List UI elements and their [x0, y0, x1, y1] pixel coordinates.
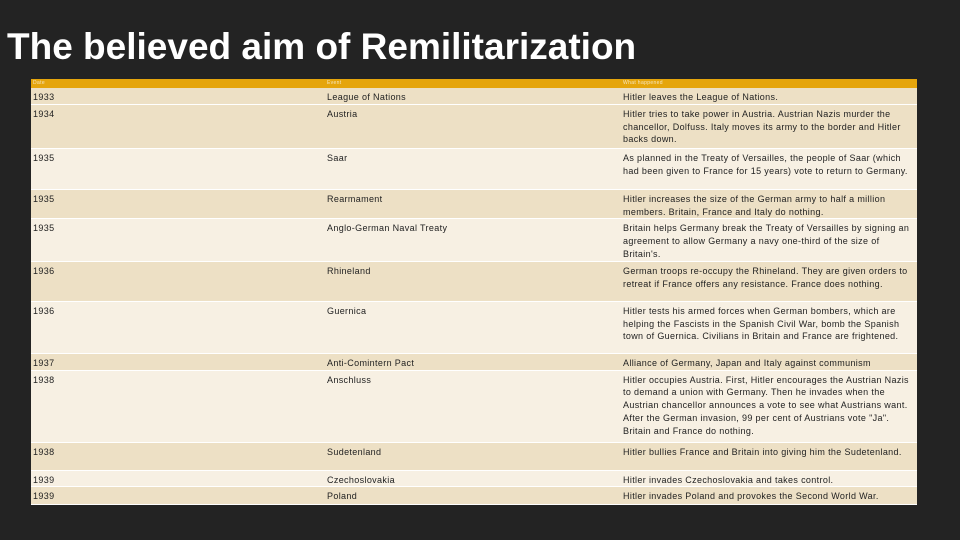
event-cell: Anschluss: [325, 370, 621, 442]
event-cell: Anti-Comintern Pact: [325, 353, 621, 370]
date-cell: 1937: [31, 353, 325, 370]
date-cell: 1935: [31, 148, 325, 189]
date-cell: 1936: [31, 301, 325, 353]
what-happened-cell: Hitler occupies Austria. First, Hitler encourages the Austrian Nazis to demand a union with Germany. Then he invades when the Austrian chancellor announces a vote to see what Austrians want. After the German invasion, 99 per cent of Austrians vote "Ja". Britain and France do nothing.: [621, 370, 917, 442]
table-row: [31, 88, 917, 104]
event-cell: Anglo-German Naval Treaty: [325, 219, 621, 261]
what-happened-cell: As planned in the Treaty of Versailles, the people of Saar (which had been given to France for 15 years) vote to return to Germany.: [621, 148, 917, 189]
table-row: [31, 487, 917, 505]
date-cell: 1939: [31, 487, 325, 505]
event-cell: Rhineland: [325, 261, 621, 301]
table-row: [31, 104, 917, 148]
slide-title: The believed aim of Remilitarization: [7, 26, 637, 67]
table-row: [31, 148, 917, 189]
date-cell: 1938: [31, 370, 325, 442]
table-row: [31, 442, 917, 470]
event-cell: Sudetenland: [325, 442, 621, 470]
what-happened-cell: Alliance of Germany, Japan and Italy against communism: [621, 353, 917, 370]
header-date: Date: [31, 79, 325, 88]
date-cell: 1934: [31, 104, 325, 148]
what-happened-cell: Hitler leaves the League of Nations.: [621, 88, 917, 104]
what-happened-cell: Hitler invades Czechoslovakia and takes control.: [621, 470, 917, 487]
table-row: [31, 370, 917, 442]
header-what-happened: What happened: [621, 79, 917, 88]
date-cell: 1935: [31, 189, 325, 219]
event-cell: Guernica: [325, 301, 621, 353]
table-row: [31, 470, 917, 487]
what-happened-cell: Hitler invades Poland and provokes the Second World War.: [621, 487, 917, 505]
header-event: Event: [325, 79, 621, 88]
date-cell: 1933: [31, 88, 325, 104]
event-cell: Saar: [325, 148, 621, 189]
what-happened-cell: Britain helps Germany break the Treaty of Versailles by signing an agreement to allow Germany a navy one-third of the size of Britain's.: [621, 219, 917, 261]
what-happened-cell: Hitler tries to take power in Austria. Austrian Nazis murder the chancellor, Dolfuss. Italy moves its army to the border and Hitler backs down.: [621, 104, 917, 148]
table-row: [31, 189, 917, 219]
what-happened-cell: Hitler tests his armed forces when German bombers, which are helping the Fascists in the Spanish Civil War, bomb the Spanish town of Guernica. Civilians in Britain and France are frightened.: [621, 301, 917, 353]
table-row: [31, 301, 917, 353]
what-happened-cell: Hitler bullies France and Britain into giving him the Sudetenland.: [621, 442, 917, 470]
table-row: [31, 353, 917, 370]
date-cell: 1936: [31, 261, 325, 301]
date-cell: 1939: [31, 470, 325, 487]
table-row: [31, 261, 917, 301]
table-row: [31, 219, 917, 261]
date-cell: 1935: [31, 219, 325, 261]
what-happened-cell: Hitler increases the size of the German army to half a million members. Britain, France and Italy do nothing.: [621, 189, 917, 219]
event-cell: Czechoslovakia: [325, 470, 621, 487]
event-cell: Rearmament: [325, 189, 621, 219]
events-table: [31, 79, 917, 505]
event-cell: League of Nations: [325, 88, 621, 104]
what-happened-cell: German troops re-occupy the Rhineland. They are given orders to retreat if France offers any resistance. France does nothing.: [621, 261, 917, 301]
date-cell: 1938: [31, 442, 325, 470]
event-cell: Poland: [325, 487, 621, 505]
event-cell: Austria: [325, 104, 621, 148]
table-header-row: [31, 79, 917, 88]
